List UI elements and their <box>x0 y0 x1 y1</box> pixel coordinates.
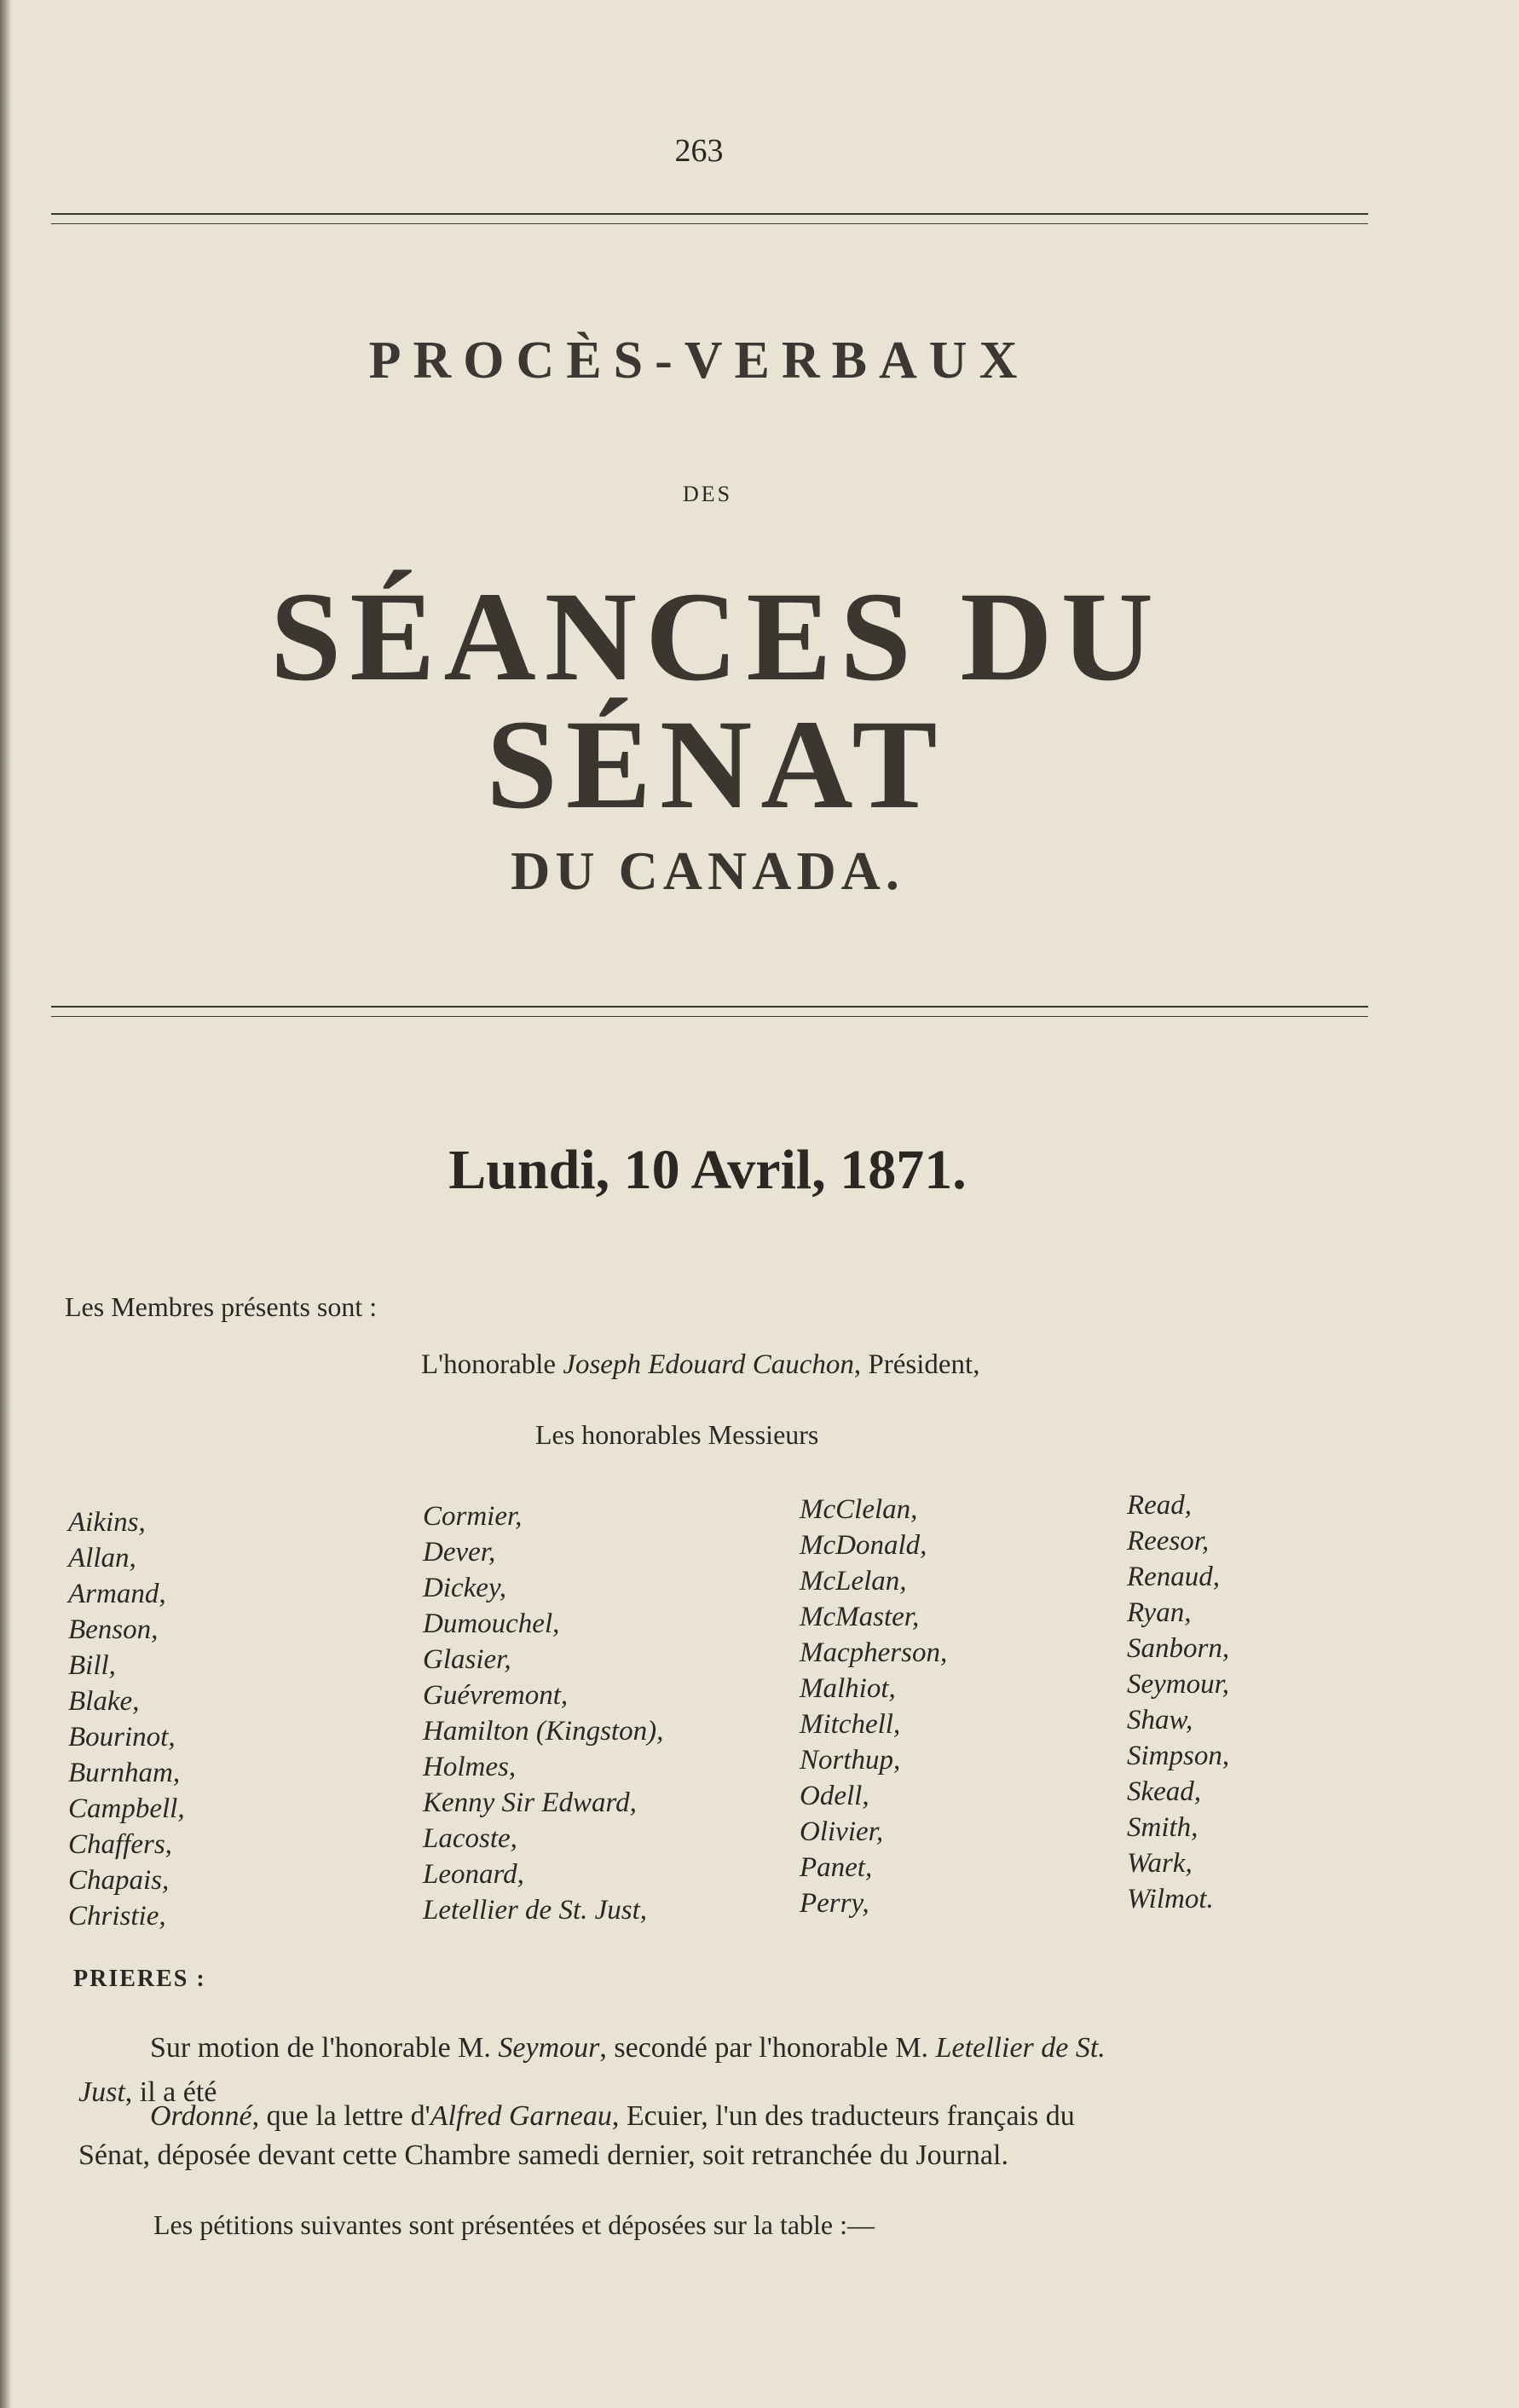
member-name: Malhiot, <box>800 1673 896 1704</box>
member-name: Simpson, <box>1127 1741 1230 1771</box>
member-name: Mitchell, <box>800 1709 901 1740</box>
member-name: Glasier, <box>423 1644 511 1675</box>
members-intro: Les Membres présents sont : <box>65 1291 378 1322</box>
member-name: Chaffers, <box>68 1829 172 1860</box>
member-name: Armand, <box>68 1579 166 1609</box>
president-suffix: , Président, <box>853 1349 980 1380</box>
member-name: Dickey, <box>423 1573 507 1603</box>
petitions-line: Les pétitions suivantes sont présentées et déposées sur la table :— <box>153 2209 875 2240</box>
member-name: Holmes, <box>423 1752 517 1782</box>
member-name: Hamilton (Kingston), <box>423 1716 664 1747</box>
motion-line-3 <box>150 2100 1075 2133</box>
motion-text: , que la lettre d' <box>251 2100 430 2132</box>
member-name: Ryan, <box>1127 1597 1192 1628</box>
member-name: Lacoste, <box>423 1823 517 1854</box>
member-name: Bill, <box>68 1650 116 1681</box>
member-name: Burnham, <box>68 1758 181 1788</box>
member-name: Odell, <box>800 1781 869 1811</box>
motion-name-letellier: Letellier de St. <box>935 2032 1106 2064</box>
president-line <box>421 1349 979 1381</box>
member-name: McClelan, <box>800 1494 918 1525</box>
motion-text: , il a été <box>124 2076 217 2108</box>
member-name: Aikins, <box>68 1507 146 1538</box>
member-name: Sanborn, <box>1127 1633 1230 1664</box>
motion-ordonne: Ordonné <box>150 2100 252 2132</box>
motion-text: , Ecuier, l'un des traducteurs français du <box>611 2100 1075 2132</box>
member-name: Wilmot. <box>1127 1884 1214 1914</box>
member-name: Letellier de St. Just, <box>423 1895 648 1926</box>
title-des: DES <box>682 482 733 506</box>
member-name: Read, <box>1127 1490 1193 1521</box>
member-name: McLelan, <box>800 1566 907 1597</box>
member-name: Allan, <box>68 1543 136 1574</box>
member-name: Cormier, <box>423 1501 523 1532</box>
member-name: Reesor, <box>1127 1526 1210 1556</box>
member-name: Leonard, <box>423 1859 524 1890</box>
member-name: McDonald, <box>800 1530 927 1561</box>
member-name: Perry, <box>800 1888 869 1919</box>
member-name: Benson, <box>68 1614 159 1645</box>
top-rule-thin <box>51 223 1368 224</box>
motion-line-4 <box>78 2139 1008 2172</box>
messieurs-heading: Les honorables Messieurs <box>535 1419 819 1450</box>
member-name: Christie, <box>68 1901 166 1932</box>
title-seances-du-senat: SÉANCES DU SÉNAT <box>269 566 1163 835</box>
motion-text: Sur motion de l'honorable M. <box>150 2032 499 2064</box>
member-name: Olivier, <box>800 1816 884 1847</box>
member-name: Campbell, <box>68 1793 185 1824</box>
member-name: Panet, <box>800 1852 873 1883</box>
prieres-heading: PRIERES : <box>73 1966 206 1992</box>
member-name: Dever, <box>423 1537 496 1568</box>
motion-text: Sénat, déposée devant cette Chambre samedi dernier, soit retranchée du Journal. <box>78 2139 1008 2171</box>
president-name: Joseph Edouard Cauchon <box>563 1349 854 1380</box>
member-name: Macpherson, <box>800 1637 948 1668</box>
members-column-2 <box>423 1499 663 1928</box>
members-column-1 <box>68 1504 185 1934</box>
motion-line-1 <box>150 2032 1106 2064</box>
member-name: Wark, <box>1127 1848 1193 1879</box>
member-name: McMaster, <box>800 1602 920 1632</box>
motion-name-garneau: Alfred Garneau <box>430 2100 612 2132</box>
middle-rule <box>51 1006 1368 1008</box>
member-name: Shaw, <box>1127 1705 1193 1735</box>
page-number: 263 <box>674 133 724 169</box>
member-name: Renaud, <box>1127 1562 1221 1592</box>
motion-name-just: Just <box>78 2076 125 2108</box>
member-name: Skead, <box>1127 1776 1202 1807</box>
member-name: Smith, <box>1127 1812 1198 1843</box>
member-name: Dumouchel, <box>423 1608 560 1639</box>
members-column-3 <box>800 1492 947 1921</box>
members-column-4 <box>1127 1487 1229 1917</box>
president-prefix: L'honorable <box>421 1349 563 1380</box>
member-name: Northup, <box>800 1745 901 1776</box>
member-name: Blake, <box>68 1686 140 1717</box>
member-name: Guévremont, <box>423 1680 569 1711</box>
title-proces-verbaux: PROCÈS-VERBAUX <box>368 332 1030 390</box>
member-name: Bourinot, <box>68 1722 176 1753</box>
middle-rule-thin <box>51 1016 1368 1017</box>
motion-text: , secondé par l'honorable M. <box>599 2032 936 2064</box>
member-name: Seymour, <box>1127 1669 1230 1700</box>
member-name: Kenny Sir Edward, <box>423 1787 637 1818</box>
motion-name-seymour: Seymour <box>498 2032 600 2064</box>
member-name: Chapais, <box>68 1865 170 1896</box>
title-du-canada: DU CANADA. <box>511 840 904 901</box>
session-date: Lundi, 10 Avril, 1871. <box>448 1139 967 1201</box>
top-rule <box>51 213 1368 215</box>
